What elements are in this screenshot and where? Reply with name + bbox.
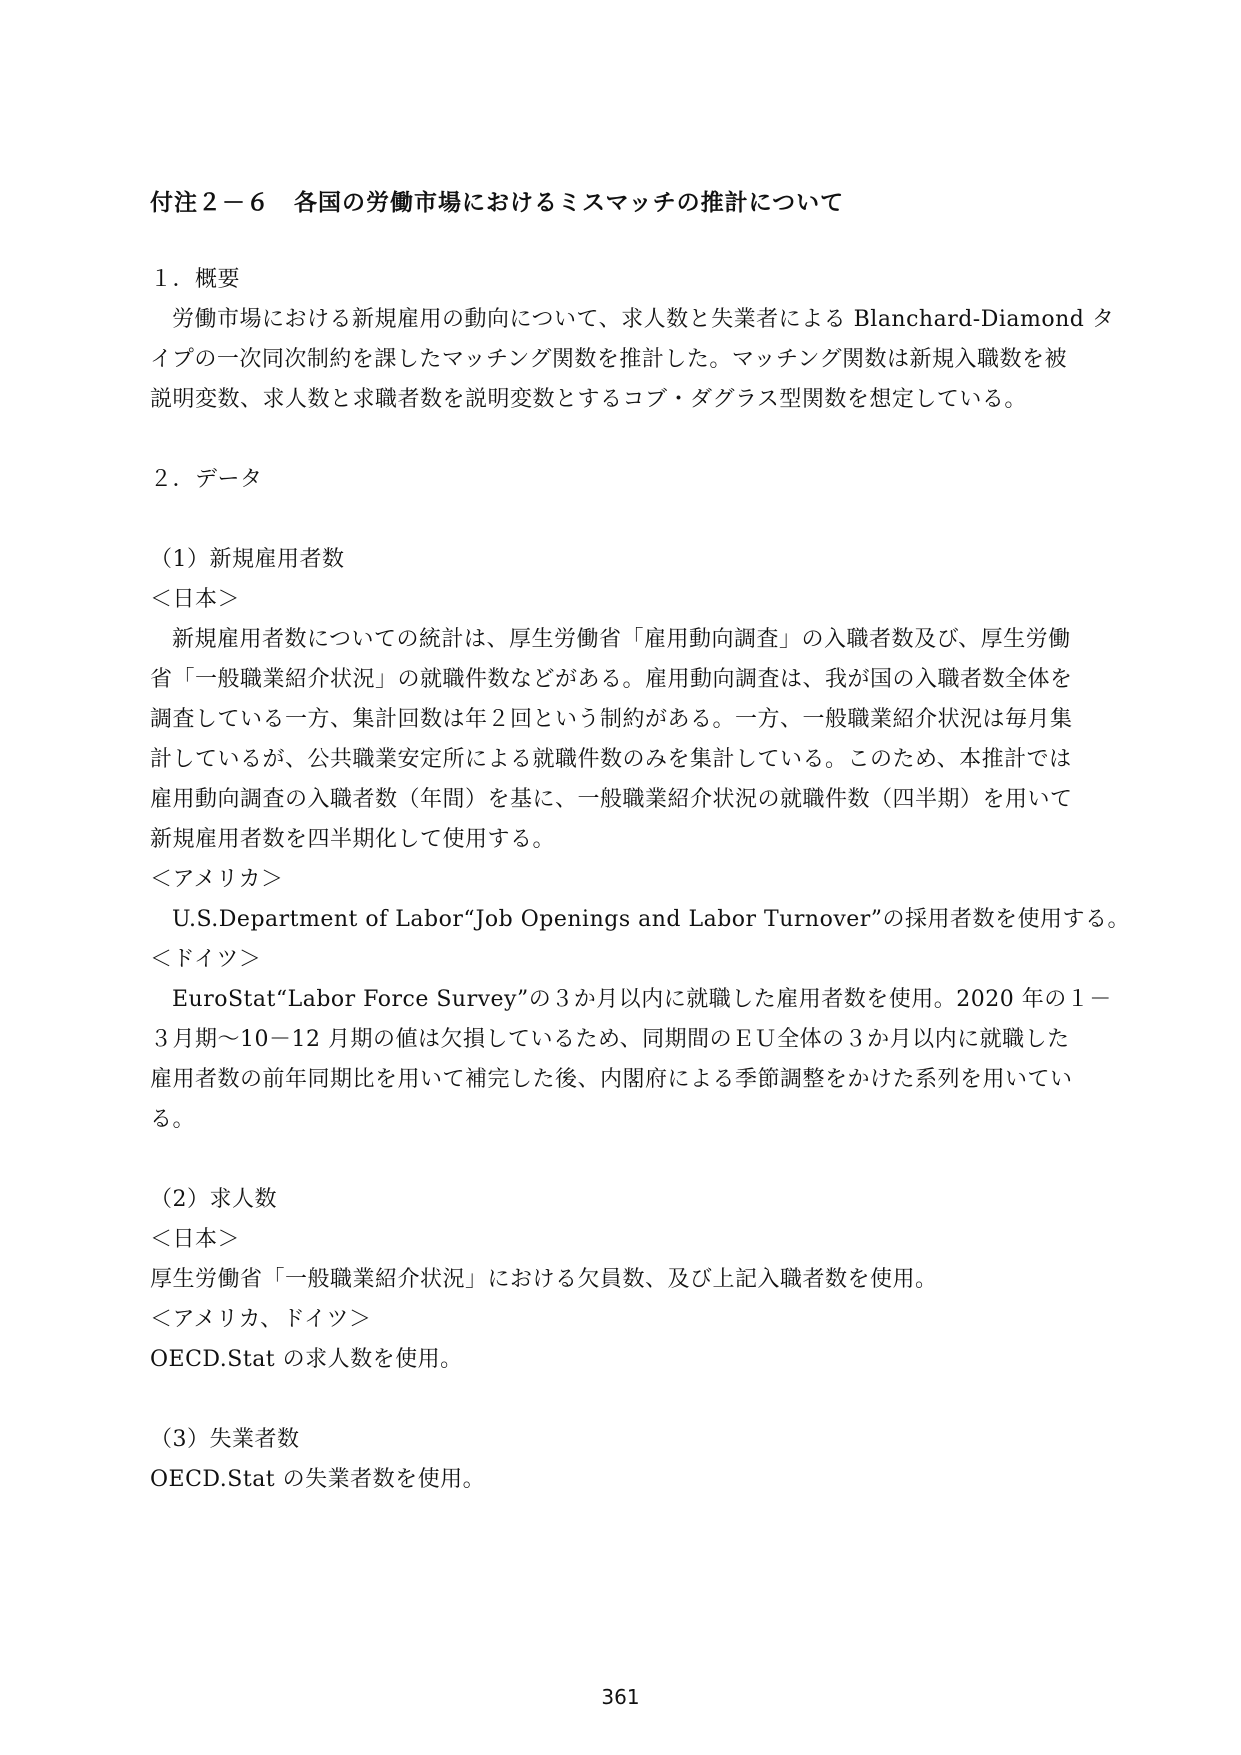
section-heading-data: ２．データ [150,467,263,492]
paragraph-line: OECD.Stat の失業者数を使用。 [150,1467,486,1492]
paragraph-line: る。 [150,1107,196,1132]
country-label-us: ＜アメリカ＞ [150,867,284,892]
page-number: 361 [601,1685,640,1709]
subsection-heading-job-openings: （2）求人数 [150,1187,277,1212]
country-label-us-germany: ＜アメリカ、ドイツ＞ [150,1307,372,1332]
page-title: 付注２－６ 各国の労働市場におけるミスマッチの推計について [150,190,845,216]
paragraph-line: 雇用動向調査の入職者数（年間）を基に、一般職業紹介状況の就職件数（四半期）を用いて [150,787,1073,812]
paragraph-line: 調査している一方、集計回数は年２回という制約がある。一方、一般職業紹介状況は毎月集 [150,707,1073,732]
paragraph-line: EuroStat“Labor Force Survey”の３か月以内に就職した雇用者数を使用。2020 年の１－ [172,987,1112,1012]
paragraph-line: 新規雇用者数を四半期化して使用する。 [150,827,556,852]
paragraph-line: OECD.Stat の求人数を使用。 [150,1347,463,1372]
subsection-heading-unemployed: （3）失業者数 [150,1427,300,1452]
paragraph-line: ３月期～10－12 月期の値は欠損しているため、同期間のＥＵ全体の３か月以内に就職した [150,1027,1070,1052]
paragraph-line: 説明変数、求人数と求職者数を説明変数とするコブ・ダグラス型関数を想定している。 [150,387,1027,412]
paragraph-line: イプの一次同次制約を課したマッチング関数を推計した。マッチング関数は新規入職数を被 [150,347,1068,372]
paragraph-line: 厚生労働省「一般職業紹介状況」における欠員数、及び上記入職者数を使用。 [150,1267,938,1292]
paragraph-line: 雇用者数の前年同期比を用いて補完した後、内閣府による季節調整をかけた系列を用いてい [150,1067,1073,1092]
paragraph-line: 省「一般職業紹介状況」の就職件数などがある。雇用動向調査は、我が国の入職者数全体を [150,667,1073,692]
country-label-japan: ＜日本＞ [150,587,241,612]
country-label-germany: ＜ドイツ＞ [150,947,262,972]
paragraph-line: 計しているが、公共職業安定所による就職件数のみを集計している。このため、本推計では [150,747,1072,772]
paragraph-line: 労働市場における新規雇用の動向について、求人数と失業者による Blanchard-Diamond タ [172,307,1115,332]
section-heading-overview: １．概要 [150,267,241,292]
paragraph-line: U.S.Department of Labor“Job Openings and Labor Turnover”の採用者数を使用する。 [172,907,1131,932]
subsection-heading-new-hires: （1）新規雇用者数 [150,547,345,572]
country-label-japan: ＜日本＞ [150,1227,241,1252]
paragraph-line: 新規雇用者数についての統計は、厚生労働省「雇用動向調査」の入職者数及び、厚生労働 [172,627,1071,652]
